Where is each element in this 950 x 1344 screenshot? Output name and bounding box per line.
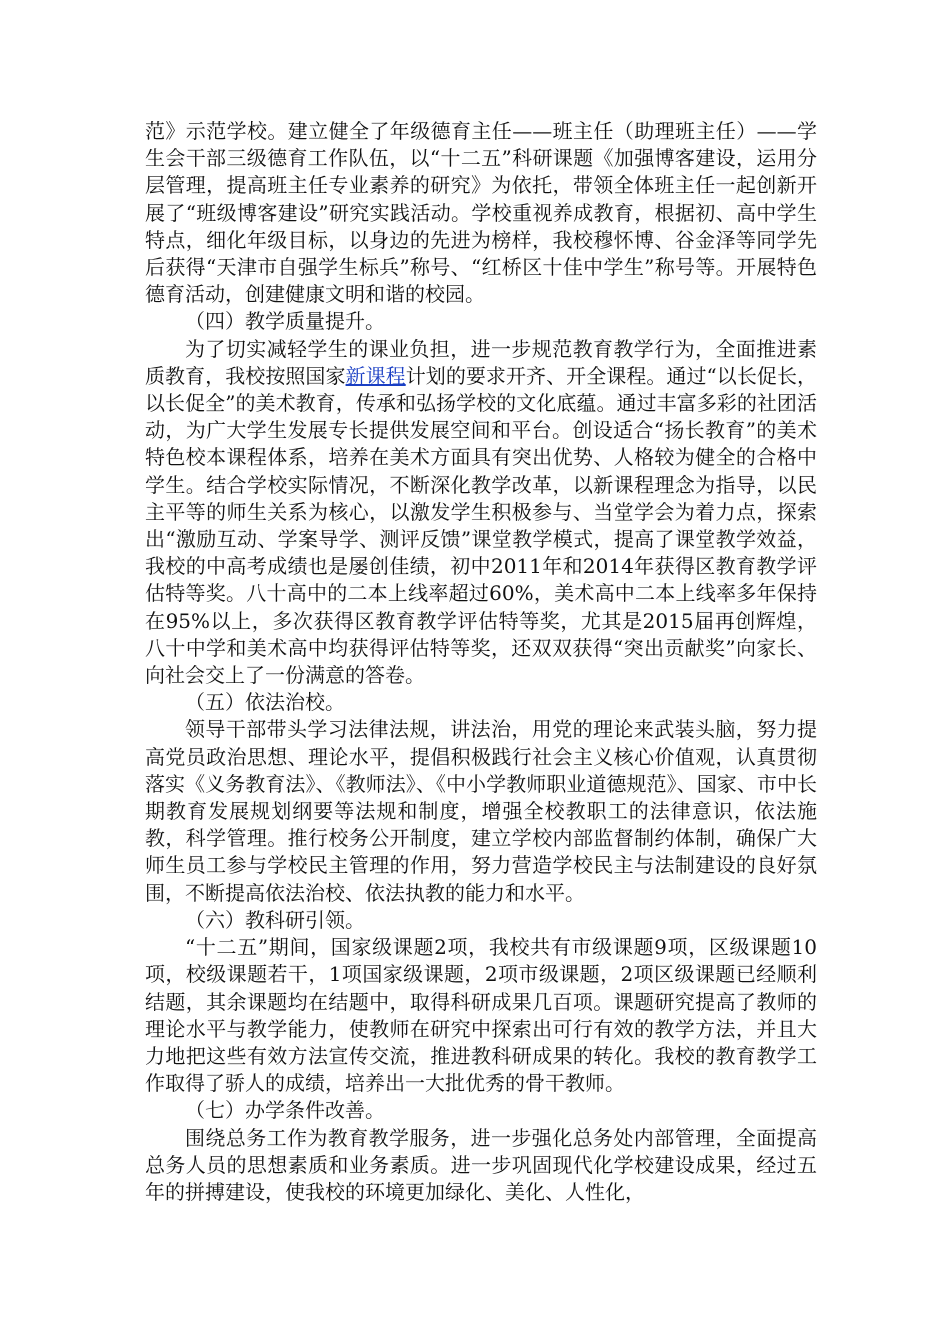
paragraph-teaching-quality (145, 336, 817, 690)
section-heading-rule-of-law: （五）依法治校。 (185, 690, 345, 715)
paragraph-text-after-link: 计划的要求开齐、开全课程。通过“以长促长，以长促全”的美术教育，传承和弘扬学校的文化底蕴。通过丰富多彩的社团活动，为广大学生发展专长提供发展空间和平台。创设适合“扬长教育”的美术特色校本课程体系，培养在美术方面具有突出优势、人格较为健全的合格中学生。结合学校实际情况，不断深化教学改革，以新课程理念为指导，以民主平等的师生关系为核心，以激发学生积极参与、当堂学会为着力点，探索出“激励互动、学案导学、测评反馈”课堂教学模式，提高了课堂教学效益，我校的中高考成绩也是屡创佳绩，初中2011年和2014年获得区教育教学评估特等奖。八十高中的二本上线率超过60%，美术高中二本上线率多年保持在95%以上，多次获得区教育教学评估特等奖，尤其是2015届再创辉煌，八十中学和美术高中均获得评估特等奖，还双双获得“突出贡献奖”向家长、向社会交上了一份满意的答卷。 (145, 363, 818, 688)
document-body (145, 118, 817, 1206)
new-curriculum-link[interactable]: 新课程 (345, 363, 406, 388)
paragraph-research: “十二五”期间，国家级课题2项，我校共有市级课题9项，区级课题10项，校级课题若干，1项国家级课题，2项市级课题，2项区级课题已经顺利结题，其余课题均在结题中，取得科研成果几百项。课题研究提高了教师的理论水平与教学能力，使教师在研究中探索出可行有效的教学方法，并且大力地把这些有效方法宣传交流，推进教科研成果的转化。我校的教育教学工作取得了骄人的成绩，培养出一大批优秀的骨干教师。 (145, 935, 817, 1096)
section-heading-teaching-quality: （四）教学质量提升。 (185, 309, 385, 334)
section-heading-conditions: （七）办学条件改善。 (185, 1098, 385, 1123)
paragraph-moral-education-cont: 范》示范学校。建立健全了年级德育主任——班主任（助理班主任）——学生会干部三级德育工作队伍，以“十二五”科研课题《加强博客建设，运用分层管理，提高班主任专业素养的研究》为依托，带领全体班主任一起创新开展了“班级博客建设”研究实践活动。学校重视养成教育，根据初、高中学生特点，细化年级目标，以身边的先进为榜样，我校穆怀博、谷金泽等同学先后获得“天津市自强学生标兵”称号、“红桥区十佳中学生”称号等。开展特色德育活动，创建健康文明和谐的校园。 (145, 119, 817, 307)
section-heading-research: （六）教科研引领。 (185, 907, 365, 932)
paragraph-conditions: 围绕总务工作为教育教学服务，进一步强化总务处内部管理，全面提高总务人员的思想素质和业务素质。进一步巩固现代化学校建设成果，经过五年的拼搏建设，使我校的环境更加绿化、美化、人性化， (145, 1125, 817, 1204)
paragraph-rule-of-law: 领导干部带头学习法律法规，讲法治，用党的理论来武装头脑，努力提高党员政治思想、理论水平，提倡积极践行社会主义核心价值观，认真贯彻落实《义务教育法》、《教师法》、《中小学教师职业道德规范》、国家、市中长期教育发展规划纲要等法规和制度，增强全校教职工的法律意识，依法施教，科学管理。推行校务公开制度，建立学校内部监督制约体制，确保广大师生员工参与学校民主管理的作用，努力营造学校民主与法制建设的良好氛围，不断提高依法治校、依法执教的能力和水平。 (145, 717, 817, 905)
paragraph-text-before-link: 为了切实减轻学生的课业负担，进一步规范教育教学行为，全面推进素质教育，我校按照国家 (145, 336, 817, 388)
